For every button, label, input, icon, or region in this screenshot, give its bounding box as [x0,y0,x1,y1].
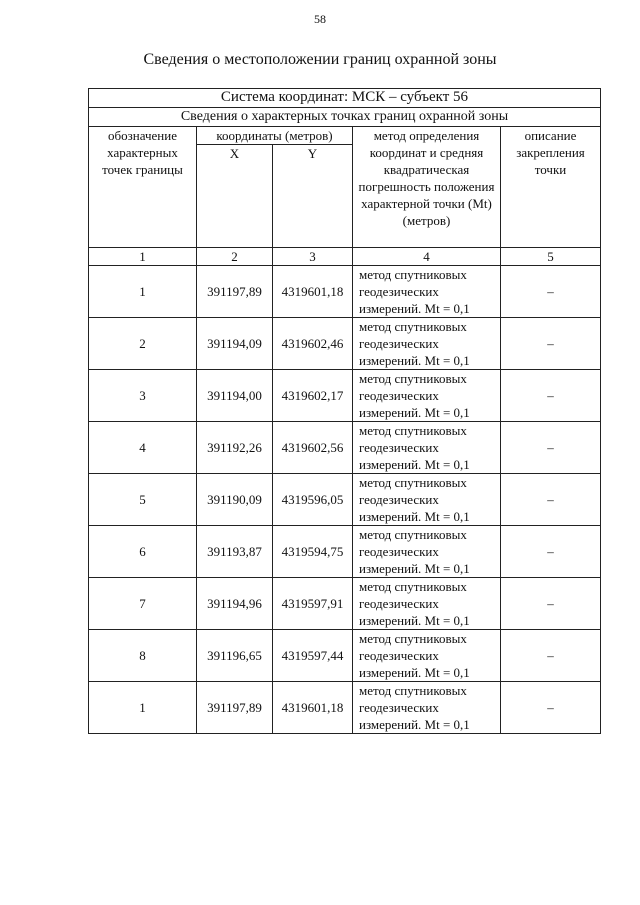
fixing-description-cell: – [501,422,601,474]
table-row [89,266,601,318]
table-row [89,578,601,630]
y-coordinate-cell: 4319602,56 [273,422,353,474]
method-cell: метод спутниковых геодезических измерений. Mt = 0,1 [353,318,501,370]
column-number: 1 [89,248,197,266]
x-coordinate-cell: 391194,96 [197,578,273,630]
table-row [89,630,601,682]
header-x: X [197,145,273,248]
boundary-points-table [88,88,601,734]
fixing-description-cell: – [501,578,601,630]
header-y: Y [273,145,353,248]
y-coordinate-cell: 4319597,91 [273,578,353,630]
point-designation-cell: 8 [89,630,197,682]
fixing-description-cell: – [501,318,601,370]
table-subtitle: Сведения о характерных точках границ охранной зоны [89,108,601,127]
table-row [89,370,601,422]
table-subtitle-row [89,108,601,127]
fixing-description-cell: – [501,266,601,318]
header-fixing: описание закрепления точки [501,127,601,248]
coordinate-system-row [89,89,601,108]
table-row [89,682,601,734]
fixing-description-cell: – [501,370,601,422]
y-coordinate-cell: 4319594,75 [273,526,353,578]
fixing-description-cell: – [501,630,601,682]
x-coordinate-cell: 391192,26 [197,422,273,474]
method-cell: метод спутниковых геодезических измерений. Mt = 0,1 [353,266,501,318]
y-coordinate-cell: 4319602,46 [273,318,353,370]
header-point-designation: обозначение характерных точек границы [89,127,197,248]
point-designation-cell: 6 [89,526,197,578]
header-method: метод определения координат и средняя квадратическая погрешность положения характерной точки (Mt) (метров) [353,127,501,248]
y-coordinate-cell: 4319596,05 [273,474,353,526]
y-coordinate-cell: 4319601,18 [273,682,353,734]
point-designation-cell: 4 [89,422,197,474]
x-coordinate-cell: 391196,65 [197,630,273,682]
x-coordinate-cell: 391194,00 [197,370,273,422]
table-row [89,318,601,370]
method-cell: метод спутниковых геодезических измерений. Mt = 0,1 [353,370,501,422]
x-coordinate-cell: 391194,09 [197,318,273,370]
x-coordinate-cell: 391193,87 [197,526,273,578]
column-number: 4 [353,248,501,266]
point-designation-cell: 2 [89,318,197,370]
table-row [89,474,601,526]
method-cell: метод спутниковых геодезических измерений. Mt = 0,1 [353,422,501,474]
y-coordinate-cell: 4319602,17 [273,370,353,422]
fixing-description-cell: – [501,474,601,526]
table-row [89,422,601,474]
method-cell: метод спутниковых геодезических измерений. Mt = 0,1 [353,526,501,578]
point-designation-cell: 5 [89,474,197,526]
document-title: Сведения о местоположении границ охранной зоны [143,51,497,68]
column-number: 2 [197,248,273,266]
x-coordinate-cell: 391197,89 [197,266,273,318]
fixing-description-cell: – [501,526,601,578]
point-designation-cell: 7 [89,578,197,630]
point-designation-cell: 3 [89,370,197,422]
method-cell: метод спутниковых геодезических измерений. Mt = 0,1 [353,578,501,630]
fixing-description-cell: – [501,682,601,734]
y-coordinate-cell: 4319601,18 [273,266,353,318]
column-number: 5 [501,248,601,266]
x-coordinate-cell: 391190,09 [197,474,273,526]
column-header-row [89,127,601,145]
method-cell: метод спутниковых геодезических измерений. Mt = 0,1 [353,474,501,526]
point-designation-cell: 1 [89,682,197,734]
method-cell: метод спутниковых геодезических измерений. Mt = 0,1 [353,682,501,734]
table-row [89,526,601,578]
x-coordinate-cell: 391197,89 [197,682,273,734]
column-number: 3 [273,248,353,266]
header-coordinates: координаты (метров) [197,127,353,145]
page-number: 58 [314,12,326,26]
column-number-row [89,248,601,266]
method-cell: метод спутниковых геодезических измерений. Mt = 0,1 [353,630,501,682]
point-designation-cell: 1 [89,266,197,318]
y-coordinate-cell: 4319597,44 [273,630,353,682]
coordinate-system-label: Система координат: МСК – субъект 56 [89,89,601,108]
